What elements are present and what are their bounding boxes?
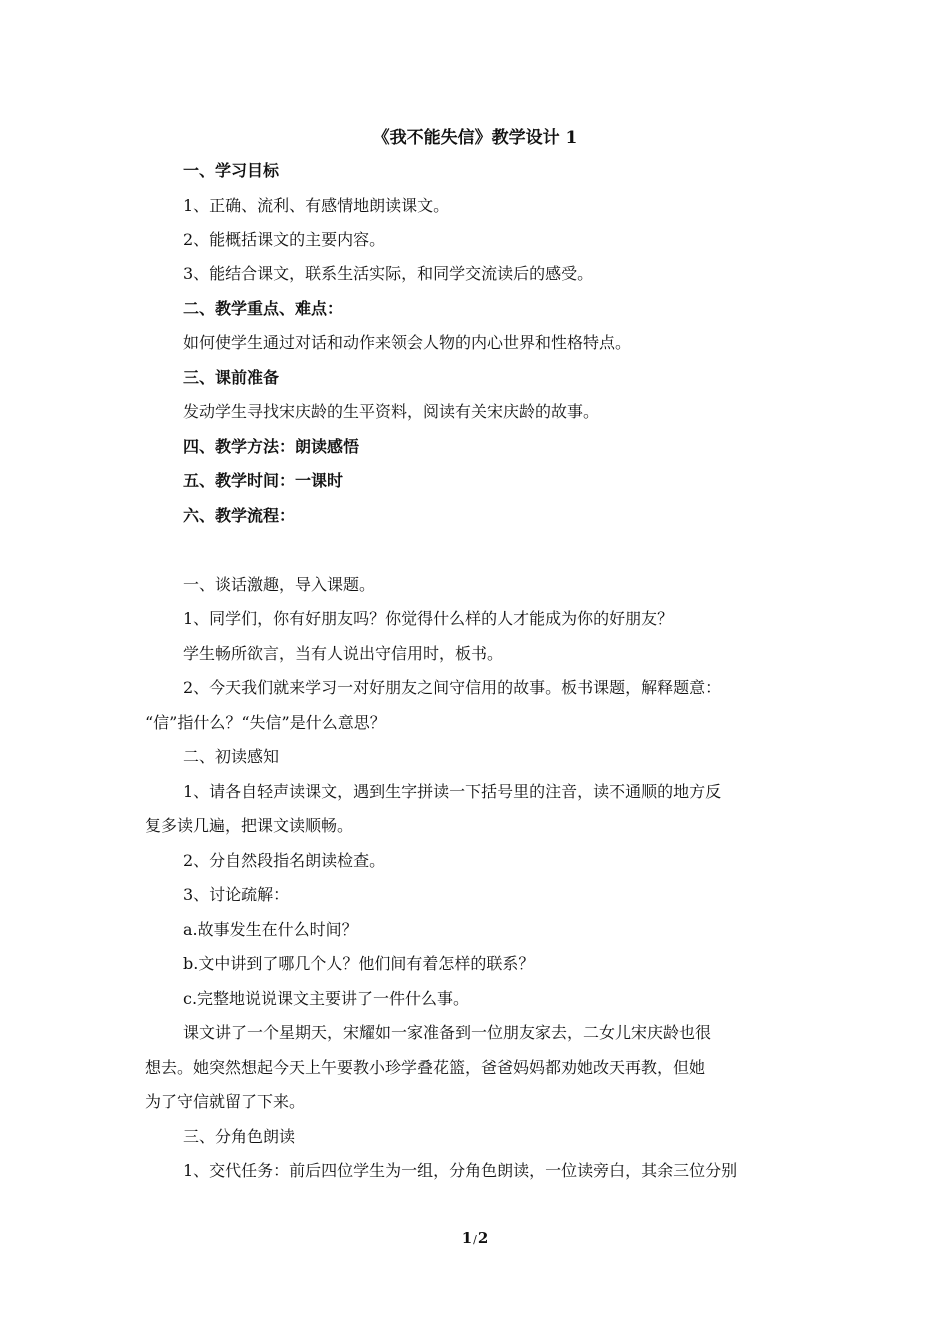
paragraph-line: 1、正确、流利、有感情地朗读课文。 — [183, 196, 450, 215]
page-current: 1 — [461, 1229, 473, 1247]
paragraph-line: 学生畅所欲言，当有人说出守信用时，板书。 — [183, 644, 504, 663]
paragraph-line: c.完整地说说课文主要讲了一件什么事。 — [183, 989, 470, 1008]
paragraph-line: 1、交代任务：前后四位学生为一组，分角色朗读，一位读旁白，其余三位分别 — [183, 1161, 738, 1180]
paragraph-line: 1、请各自轻声读课文，遇到生字拼读一下括号里的注音，读不通顺的地方反 — [183, 782, 722, 801]
paragraph-line: 课文讲了一个星期天，宋耀如一家准备到一位朋友家去，二女儿宋庆龄也很 — [183, 1023, 712, 1042]
section-heading-key-points: 二、教学重点、难点： — [183, 299, 344, 318]
paragraph-line: 一、谈话激趣，导入课题。 — [183, 575, 376, 594]
paragraph-line: 三、分角色朗读 — [183, 1127, 296, 1146]
paragraph-line: “信”指什么？“失信”是什么意思？ — [145, 713, 386, 732]
paragraph-line: 想去。她突然想起今天上午要教小珍学叠花篮，爸爸妈妈都劝她改天再教，但她 — [145, 1058, 706, 1077]
section-heading-objectives: 一、学习目标 — [183, 161, 280, 180]
paragraph-line: 复多读几遍，把课文读顺畅。 — [145, 816, 354, 835]
page-separator: / — [473, 1233, 477, 1246]
paragraph-line: a.故事发生在什么时间？ — [183, 920, 358, 939]
paragraph-line: 3、能结合课文，联系生活实际，和同学交流读后的感受。 — [183, 264, 594, 283]
section-heading-preparation: 三、课前准备 — [183, 368, 280, 387]
section-heading-method: 四、教学方法：朗读感悟 — [183, 437, 360, 456]
page-number — [0, 1228, 950, 1250]
paragraph-line: 如何使学生通过对话和动作来领会人物的内心世界和性格特点。 — [183, 333, 632, 352]
section-heading-time: 五、教学时间：一课时 — [183, 471, 344, 490]
paragraph-line: b.文中讲到了哪几个人？他们间有着怎样的联系？ — [183, 954, 535, 973]
paragraph-line: 2、今天我们就来学习一对好朋友之间守信用的故事。板书课题，解释题意： — [183, 678, 722, 697]
paragraph-line: 2、能概括课文的主要内容。 — [183, 230, 386, 249]
document-title: 《我不能失信》教学设计 1 — [372, 128, 578, 148]
paragraph-line: 发动学生寻找宋庆龄的生平资料，阅读有关宋庆龄的故事。 — [183, 402, 600, 421]
paragraph-line: 3、讨论疏解： — [183, 885, 290, 904]
paragraph-line: 为了守信就留了下来。 — [145, 1092, 306, 1111]
paragraph-line: 二、初读感知 — [183, 747, 280, 766]
paragraph-line: 1、同学们，你有好朋友吗？你觉得什么样的人才能成为你的好朋友？ — [183, 609, 674, 628]
paragraph-line: 2、分自然段指名朗读检查。 — [183, 851, 386, 870]
page-total: 2 — [477, 1229, 489, 1247]
section-heading-process: 六、教学流程： — [183, 506, 296, 525]
